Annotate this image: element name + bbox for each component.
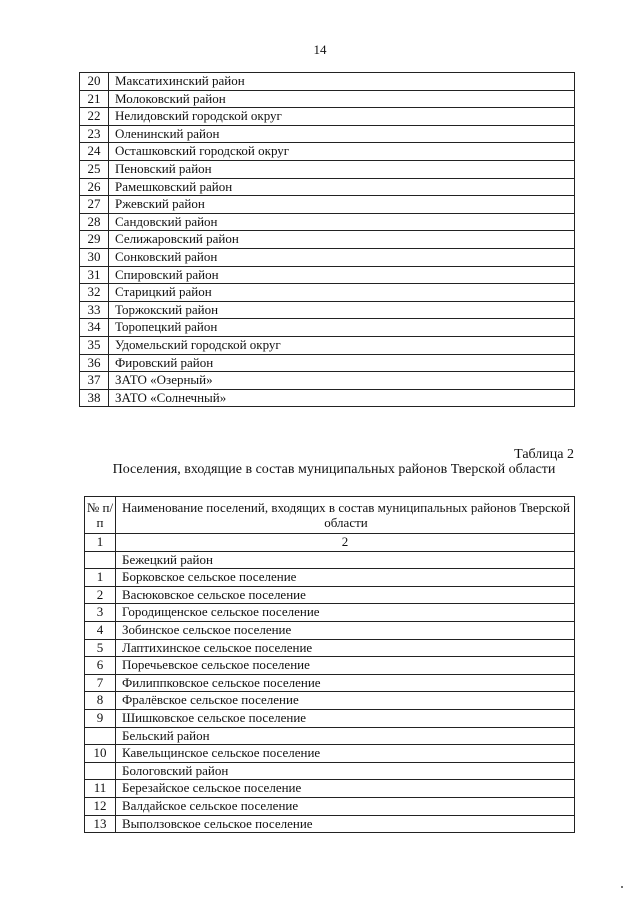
settlement-row [85, 815, 575, 833]
district-row [80, 301, 575, 319]
row-name: Бологовский район [116, 762, 575, 780]
row-name: Лаптихинское сельское поселение [116, 639, 575, 657]
row-name: Васюковское сельское поселение [116, 586, 575, 604]
district-row [80, 372, 575, 390]
row-name: Старицкий район [109, 284, 575, 302]
scan-speck [621, 886, 623, 888]
row-name: Борковское сельское поселение [116, 569, 575, 587]
row-number: 4 [85, 621, 116, 639]
settlement-row [85, 674, 575, 692]
row-number: 28 [80, 213, 109, 231]
row-name: Шишковское сельское поселение [116, 709, 575, 727]
settlement-row [85, 745, 575, 763]
row-name: Валдайское сельское поселение [116, 797, 575, 815]
row-number: 22 [80, 108, 109, 126]
table-caption: Поселения, входящие в состав муниципальных районов Тверской области [112, 462, 556, 477]
row-number [85, 762, 116, 780]
row-name: Максатихинский район [109, 73, 575, 91]
row-name: Бельский район [116, 727, 575, 745]
district-row [80, 354, 575, 372]
row-number: 3 [85, 604, 116, 622]
row-name: Оленинский район [109, 125, 575, 143]
row-name: Торопецкий район [109, 319, 575, 337]
row-name: Березайское сельское поселение [116, 780, 575, 798]
row-name: Бежецкий район [116, 551, 575, 569]
row-name: Ржевский район [109, 196, 575, 214]
settlement-row [85, 709, 575, 727]
row-number: 25 [80, 160, 109, 178]
district-row [80, 266, 575, 284]
district-row [80, 389, 575, 407]
row-number: 8 [85, 692, 116, 710]
row-name: Фралёвское сельское поселение [116, 692, 575, 710]
settlement-row [85, 586, 575, 604]
district-row [80, 108, 575, 126]
row-number: 2 [85, 586, 116, 604]
row-name: Пеновский район [109, 160, 575, 178]
row-number: 27 [80, 196, 109, 214]
column-index-row [85, 534, 575, 552]
table-header-row [85, 497, 575, 534]
settlement-row [85, 762, 575, 780]
settlement-row [85, 639, 575, 657]
row-name: Молоковский район [109, 90, 575, 108]
row-number: 21 [80, 90, 109, 108]
row-number: 9 [85, 709, 116, 727]
district-row [80, 73, 575, 91]
header-num: № п/п [85, 497, 116, 534]
district-row [80, 143, 575, 161]
header-name: Наименование поселений, входящих в состав муниципальных районов Тверской области [116, 497, 575, 534]
row-name: Селижаровский район [109, 231, 575, 249]
row-name: Спировский район [109, 266, 575, 284]
row-name: Выползовское сельское поселение [116, 815, 575, 833]
row-number: 20 [80, 73, 109, 91]
settlement-row [85, 569, 575, 587]
district-row [80, 125, 575, 143]
settlement-row [85, 551, 575, 569]
district-row [80, 336, 575, 354]
row-number: 33 [80, 301, 109, 319]
table-label: Таблица 2 [514, 447, 574, 462]
row-name: Рамешковский район [109, 178, 575, 196]
row-number: 32 [80, 284, 109, 302]
settlement-row [85, 727, 575, 745]
district-row [80, 231, 575, 249]
settlements-table [84, 496, 575, 833]
row-number: 31 [80, 266, 109, 284]
settlement-row [85, 657, 575, 675]
row-number: 11 [85, 780, 116, 798]
row-number [85, 727, 116, 745]
district-row [80, 284, 575, 302]
districts-table [79, 72, 575, 407]
row-name: ЗАТО «Солнечный» [109, 389, 575, 407]
column-index-name: 2 [116, 534, 575, 552]
row-name: Кавельщинское сельское поселение [116, 745, 575, 763]
row-number [85, 551, 116, 569]
row-number: 26 [80, 178, 109, 196]
row-name: ЗАТО «Озерный» [109, 372, 575, 390]
row-name: Фировский район [109, 354, 575, 372]
row-name: Зобинское сельское поселение [116, 621, 575, 639]
row-name: Сандовский район [109, 213, 575, 231]
row-name: Городищенское сельское поселение [116, 604, 575, 622]
row-number: 6 [85, 657, 116, 675]
row-number: 12 [85, 797, 116, 815]
page-number: 14 [313, 42, 327, 57]
row-name: Поречьевское сельское поселение [116, 657, 575, 675]
column-index-num: 1 [85, 534, 116, 552]
settlement-row [85, 692, 575, 710]
row-number: 38 [80, 389, 109, 407]
district-row [80, 90, 575, 108]
row-name: Нелидовский городской округ [109, 108, 575, 126]
settlement-row [85, 780, 575, 798]
row-number: 34 [80, 319, 109, 337]
row-number: 23 [80, 125, 109, 143]
row-number: 30 [80, 248, 109, 266]
row-number: 35 [80, 336, 109, 354]
row-number: 24 [80, 143, 109, 161]
row-name: Осташковский городской округ [109, 143, 575, 161]
district-row [80, 248, 575, 266]
district-row [80, 178, 575, 196]
settlement-row [85, 621, 575, 639]
row-number: 36 [80, 354, 109, 372]
row-number: 29 [80, 231, 109, 249]
district-row [80, 160, 575, 178]
row-name: Сонковский район [109, 248, 575, 266]
settlement-row [85, 604, 575, 622]
row-name: Филиппковское сельское поселение [116, 674, 575, 692]
row-number: 5 [85, 639, 116, 657]
row-number: 37 [80, 372, 109, 390]
row-number: 7 [85, 674, 116, 692]
row-name: Удомельский городской округ [109, 336, 575, 354]
row-number: 10 [85, 745, 116, 763]
row-name: Торжокский район [109, 301, 575, 319]
district-row [80, 213, 575, 231]
settlement-row [85, 797, 575, 815]
row-number: 13 [85, 815, 116, 833]
district-row [80, 319, 575, 337]
district-row [80, 196, 575, 214]
row-number: 1 [85, 569, 116, 587]
